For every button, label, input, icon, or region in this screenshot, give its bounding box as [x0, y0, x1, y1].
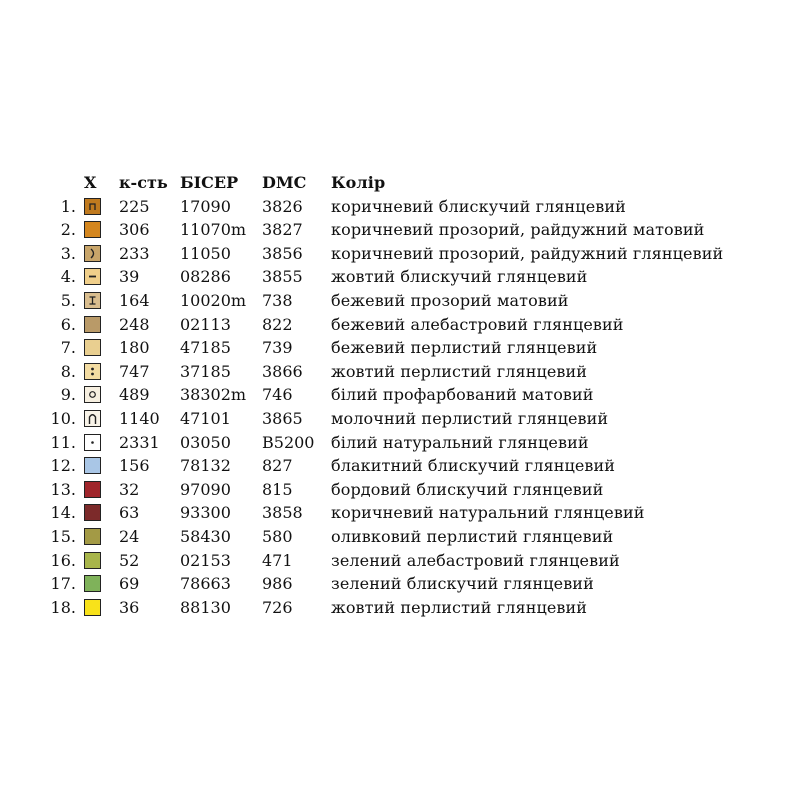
legend-row	[0, 501, 800, 525]
row-dmc-code: 3865	[262, 409, 303, 428]
row-color-name: оливковий перлистий глянцевий	[331, 527, 614, 546]
row-number: 15.	[50, 527, 76, 546]
i-beam-symbol-icon	[85, 293, 100, 308]
row-dmc-code: 726	[262, 597, 293, 617]
n-symbol-icon	[85, 199, 100, 214]
color-swatch	[84, 339, 101, 356]
row-number: 4.	[60, 267, 76, 287]
row-bead-code: 93300	[180, 503, 231, 523]
row-number: 2.	[60, 220, 76, 240]
row-bead-code: 88130	[180, 597, 231, 617]
row-color-name: коричневий прозорий, райдужний матовий	[331, 220, 705, 240]
row-color-name: білий натуральний глянцевий	[331, 432, 589, 452]
color-swatch	[84, 434, 101, 451]
row-qty: 32	[119, 479, 140, 499]
two-dots-symbol-icon	[85, 364, 100, 379]
row-qty: 24	[119, 527, 140, 546]
color-swatch	[84, 221, 101, 238]
row-dmc-code: 580	[262, 527, 293, 546]
row-qty: 248	[119, 314, 150, 334]
row-color-name: жовтий перлистий глянцевий	[331, 361, 588, 381]
row-number: 10.	[50, 409, 76, 428]
color-swatch	[84, 386, 101, 403]
row-number: 17.	[50, 574, 76, 594]
row-dmc-code: 815	[262, 479, 293, 499]
row-dmc-code: 3856	[262, 243, 303, 263]
row-qty: 233	[119, 243, 150, 263]
dash-symbol-icon	[85, 269, 100, 284]
row-dmc-code: 746	[262, 385, 293, 405]
row-number: 16.	[50, 550, 76, 570]
row-number: 8.	[60, 361, 76, 381]
row-number: 1.	[60, 196, 76, 216]
row-bead-code: 47185	[180, 338, 231, 358]
row-number: 9.	[60, 385, 76, 405]
row-dmc-code: 738	[262, 291, 293, 310]
row-color-name: коричневий блискучий глянцевий	[331, 196, 626, 216]
row-dmc-code: 3866	[262, 361, 303, 381]
row-bead-code: 11070m	[180, 220, 247, 240]
color-swatch	[84, 316, 101, 333]
dot-symbol-icon	[85, 435, 100, 450]
row-number: 5.	[60, 291, 76, 310]
row-color-name: бордовий блискучий глянцевий	[331, 479, 604, 499]
row-color-name: зелений блискучий глянцевий	[331, 574, 594, 594]
color-swatch	[84, 552, 101, 569]
color-swatch	[84, 457, 101, 474]
row-bead-code: 17090	[180, 196, 231, 216]
legend-row	[0, 242, 800, 266]
legend-row	[0, 336, 800, 360]
row-number: 6.	[60, 314, 76, 334]
row-qty: 2331	[119, 432, 160, 452]
row-bead-code: 03050	[180, 432, 231, 452]
row-bead-code: 02113	[180, 314, 231, 334]
legend-row	[0, 265, 800, 289]
color-swatch	[84, 363, 101, 380]
row-qty: 52	[119, 550, 140, 570]
row-dmc-code: 739	[262, 338, 293, 358]
legend-row	[0, 195, 800, 219]
row-bead-code: 37185	[180, 361, 231, 381]
legend-header	[0, 171, 800, 195]
row-qty: 489	[119, 385, 150, 405]
color-swatch	[84, 198, 101, 215]
row-bead-code: 78132	[180, 456, 231, 476]
row-number: 18.	[50, 597, 76, 617]
circle-symbol-icon	[85, 387, 100, 402]
row-dmc-code: 3826	[262, 196, 303, 216]
row-color-name: коричневий прозорий, райдужний глянцевий	[331, 243, 724, 263]
row-color-name: зелений алебастровий глянцевий	[331, 550, 620, 570]
row-dmc-code: 471	[262, 550, 293, 570]
row-number: 13.	[50, 479, 76, 499]
row-dmc-code: 822	[262, 314, 293, 334]
color-swatch	[84, 245, 101, 262]
row-dmc-code: 986	[262, 574, 293, 594]
legend-row	[0, 383, 800, 407]
row-qty: 306	[119, 220, 150, 240]
row-qty: 39	[119, 267, 140, 287]
row-number: 3.	[60, 243, 76, 263]
header-bead: БІСЕР	[180, 173, 239, 192]
row-color-name: жовтий перлистий глянцевий	[331, 597, 588, 617]
row-color-name: бежевий перлистий глянцевий	[331, 338, 598, 358]
row-color-name: бежевий прозорий матовий	[331, 291, 569, 310]
color-swatch	[84, 575, 101, 592]
color-swatch	[84, 528, 101, 545]
row-dmc-code: B5200	[262, 432, 315, 452]
row-color-name: молочний перлистий глянцевий	[331, 409, 609, 428]
row-color-name: жовтий блискучий глянцевий	[331, 267, 588, 287]
legend-row	[0, 572, 800, 596]
row-bead-code: 38302m	[180, 385, 247, 405]
row-qty: 63	[119, 503, 140, 523]
row-color-name: білий профарбований матовий	[331, 385, 594, 405]
header-symbol: X	[84, 173, 97, 192]
color-swatch	[84, 481, 101, 498]
row-color-name: коричневий натуральний глянцевий	[331, 503, 645, 523]
header-dmc: DMC	[262, 173, 307, 192]
color-swatch	[84, 504, 101, 521]
row-number: 7.	[60, 338, 76, 358]
legend-row	[0, 360, 800, 384]
row-bead-code: 58430	[180, 527, 231, 546]
color-swatch	[84, 599, 101, 616]
row-number: 11.	[50, 432, 76, 452]
legend-row	[0, 478, 800, 502]
color-swatch	[84, 410, 101, 427]
row-dmc-code: 3827	[262, 220, 303, 240]
row-dmc-code: 3858	[262, 503, 303, 523]
legend-row	[0, 313, 800, 337]
row-bead-code: 02153	[180, 550, 231, 570]
row-qty: 225	[119, 196, 150, 216]
row-color-name: блакитний блискучий глянцевий	[331, 456, 616, 476]
row-qty: 36	[119, 597, 140, 617]
row-bead-code: 08286	[180, 267, 231, 287]
legend-row	[0, 525, 800, 549]
legend-row	[0, 407, 800, 431]
color-swatch	[84, 292, 101, 309]
row-number: 12.	[50, 456, 76, 476]
arch-symbol-icon	[85, 411, 100, 426]
row-qty: 180	[119, 338, 150, 358]
legend-row	[0, 549, 800, 573]
row-qty: 1140	[119, 409, 160, 428]
row-qty: 69	[119, 574, 140, 594]
row-bead-code: 11050	[180, 243, 231, 263]
legend-row	[0, 596, 800, 620]
row-bead-code: 78663	[180, 574, 231, 594]
color-swatch	[84, 268, 101, 285]
row-dmc-code: 827	[262, 456, 293, 476]
legend-row	[0, 218, 800, 242]
header-qty: к-сть	[119, 173, 168, 192]
row-bead-code: 10020m	[180, 291, 247, 310]
row-bead-code: 97090	[180, 479, 231, 499]
header-color: Колір	[331, 173, 386, 192]
row-dmc-code: 3855	[262, 267, 303, 287]
legend-row	[0, 431, 800, 455]
paren-symbol-icon	[85, 246, 100, 261]
row-qty: 747	[119, 361, 150, 381]
legend-row	[0, 454, 800, 478]
row-bead-code: 47101	[180, 409, 231, 428]
row-color-name: бежевий алебастровий глянцевий	[331, 314, 624, 334]
row-number: 14.	[50, 503, 76, 523]
row-qty: 156	[119, 456, 150, 476]
row-qty: 164	[119, 291, 150, 310]
legend-row	[0, 289, 800, 313]
